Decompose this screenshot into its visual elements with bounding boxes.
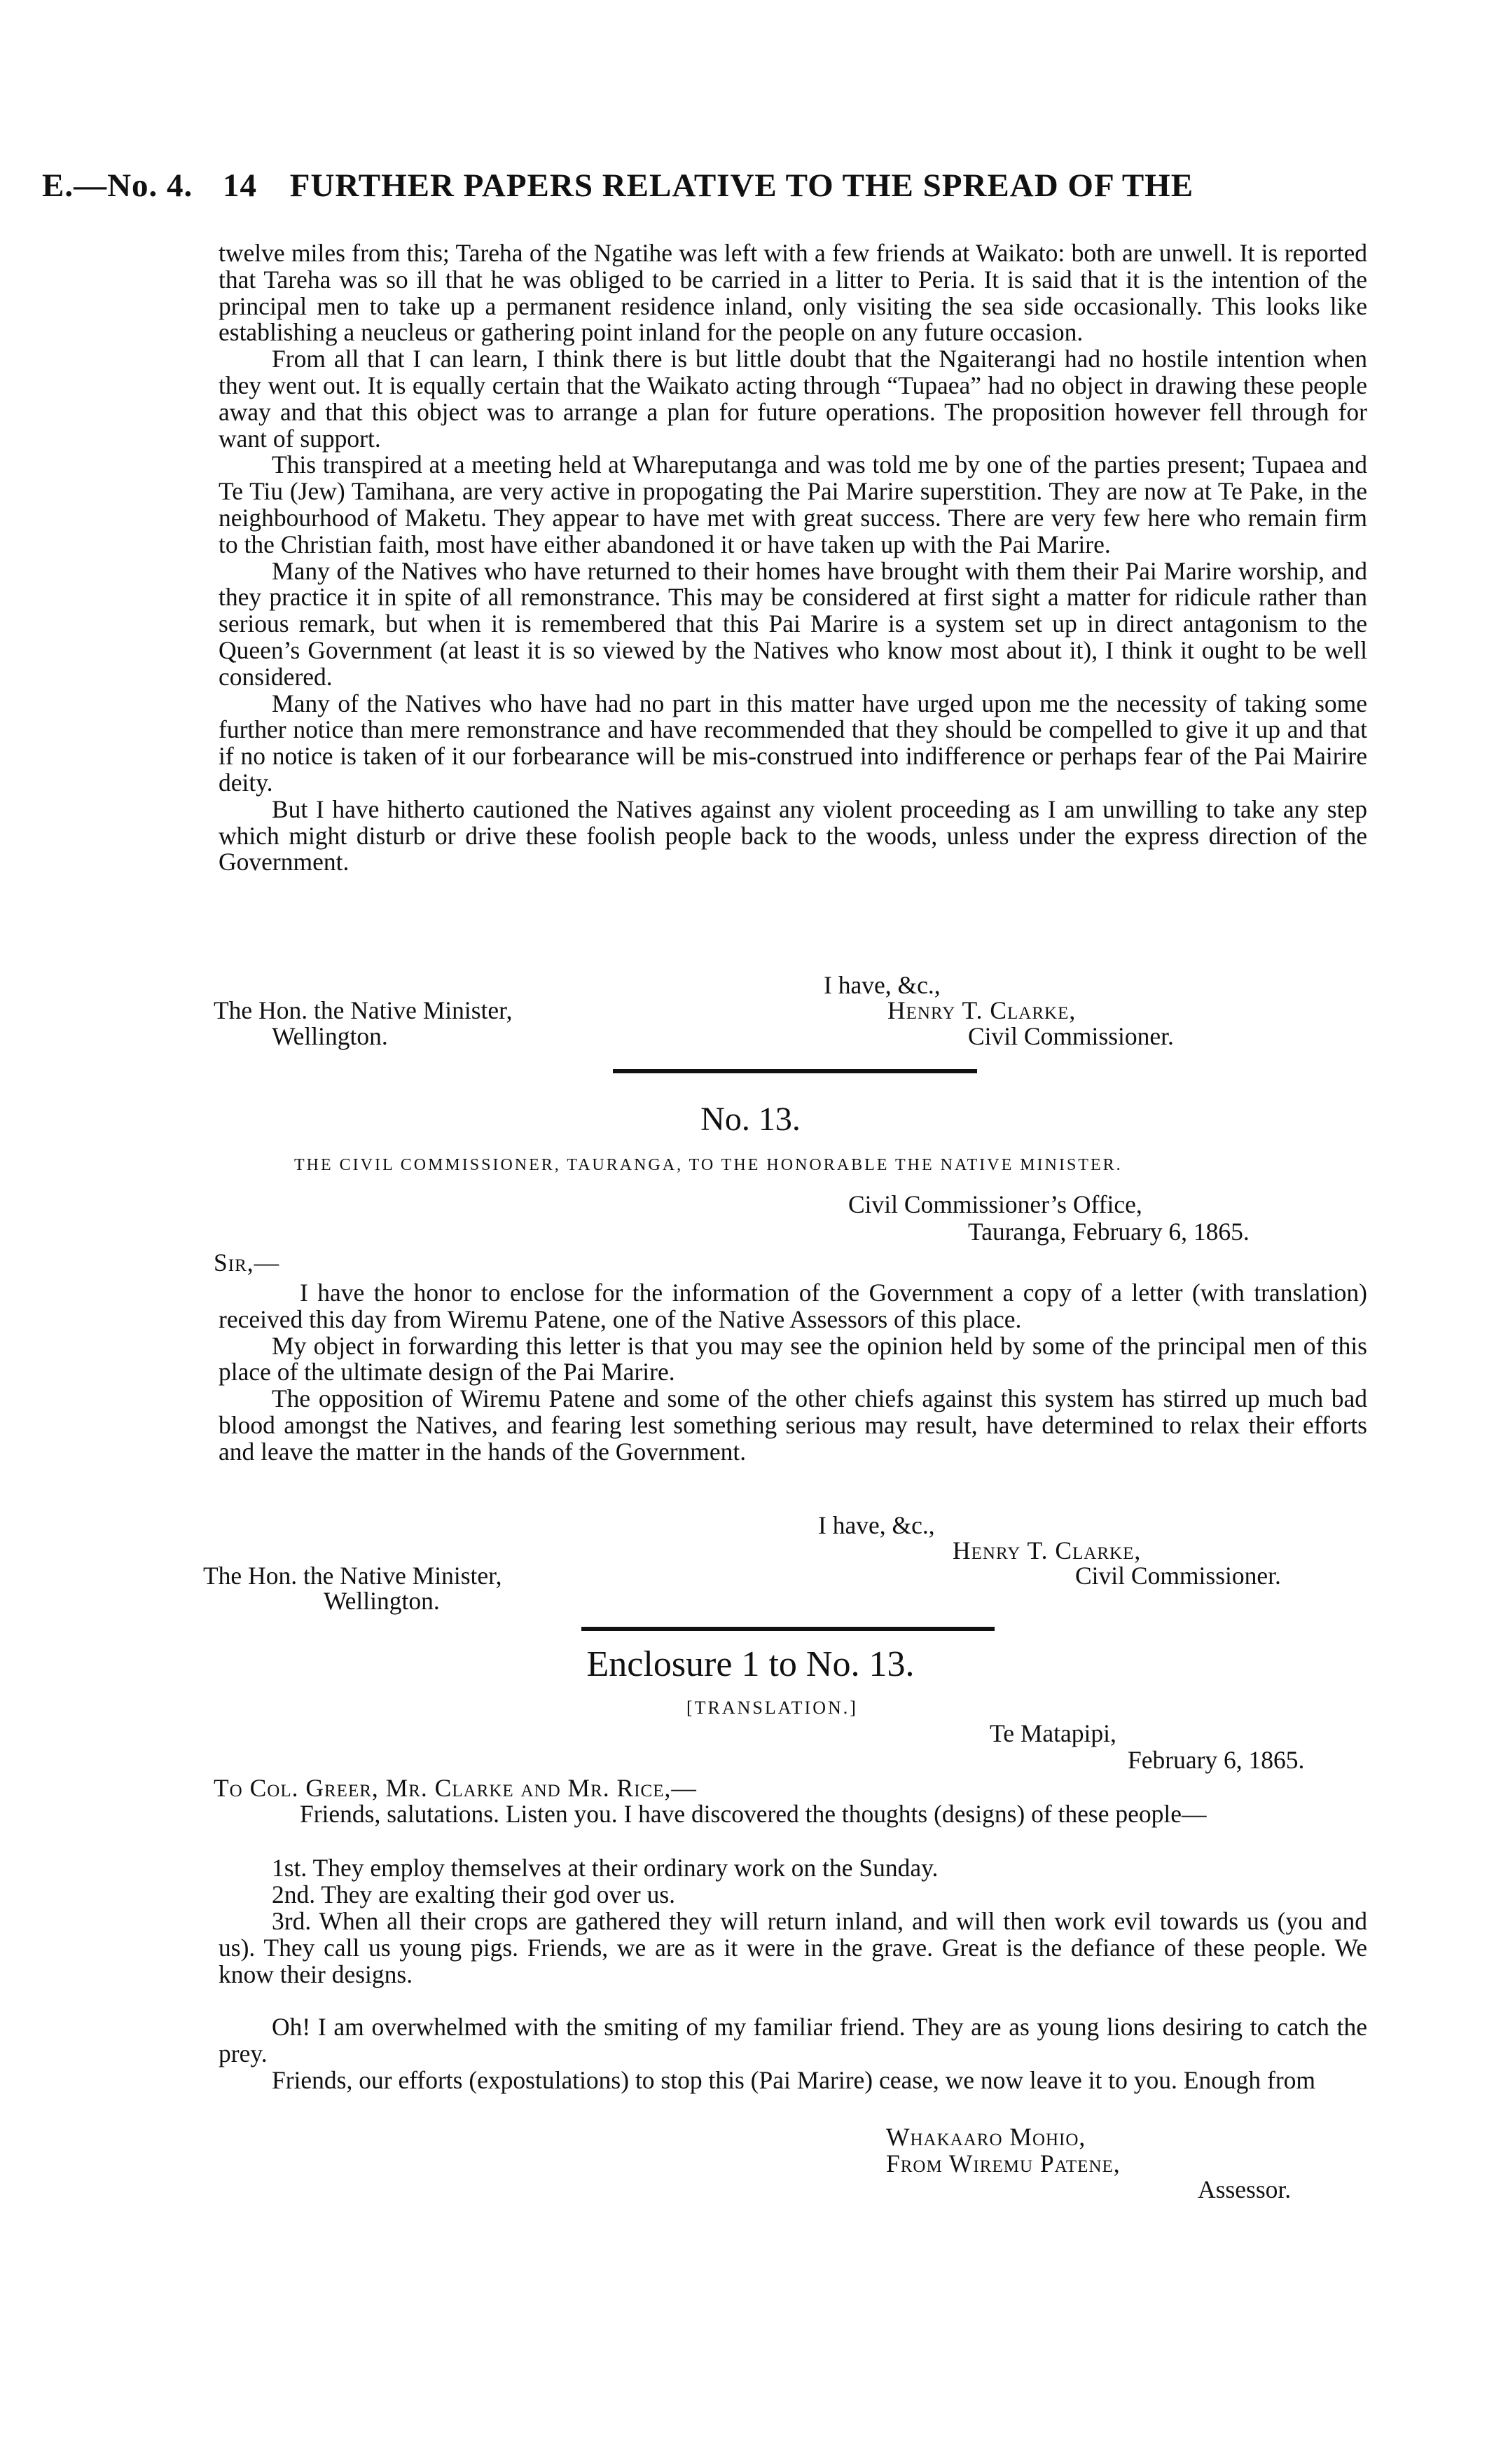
paragraph: Friends, salutations. Listen you. I have discovered the thoughts (designs) of these people— xyxy=(300,1800,1207,1828)
addressee: The Hon. the Native Minister, xyxy=(203,1562,502,1590)
enclosure-list xyxy=(219,1854,1367,1988)
closing: I have, &c., xyxy=(824,971,941,999)
header-title: FURTHER PAPERS RELATIVE TO THE SPREAD OF THE xyxy=(289,167,1194,204)
translation-label: [TRANSLATION.] xyxy=(686,1698,858,1718)
paragraph: The opposition of Wiremu Patene and some of the other chiefs against this system has stirred up much bad blood amongst the Natives, and fearing lest something serious may result, have determined to relax their efforts and leave the matter in the hands of the Government. xyxy=(219,1384,1367,1466)
letter-place: Te Matapipi, xyxy=(990,1719,1116,1747)
letter12-body xyxy=(219,240,1367,876)
paragraph: Many of the Natives who have returned to their homes have brought with them their Pai Marire worship, and they practice it in spite of all remonstrance. This may be considered at first sight a matter for ridicule rather than serious remark, but when it is remembered that this Pai Marire is a system set up in direct antagonism to the Queen’s Government (at least it is so viewed by the Natives who know most about it), I think it ought to be well considered. xyxy=(219,556,1367,691)
recipients: To Col. Greer, Mr. Clarke and Mr. Rice,— xyxy=(214,1774,697,1802)
signature: From Wiremu Patene, xyxy=(886,2149,1121,2177)
section-subheading: THE CIVIL COMMISSIONER, TAURANGA, TO THE HONORABLE THE NATIVE MINISTER. xyxy=(294,1156,1123,1174)
closing: I have, &c., xyxy=(818,1511,935,1539)
enclosure-heading: Enclosure 1 to No. 13. xyxy=(586,1644,915,1684)
series-number: E.—No. 4. xyxy=(42,167,193,204)
addressee-place: Wellington. xyxy=(272,1022,388,1050)
paragraph: twelve miles from this; Tareha of the Ngatihe was left with a few friends at Waikato: both are unwell. It is reported that Tareha was so ill that he was obliged to be carried in a litter to Peria. It is said that it is the intention of the principal men to take up a permanent residence inland, only visiting the sea side occasionally. This looks like establishing a neucleus or gathering point inland for the people on any future occasion. xyxy=(219,239,1367,347)
office-line: Civil Commissioner’s Office, xyxy=(848,1190,1142,1218)
signature: Whakaaro Mohio, xyxy=(886,2123,1086,2151)
place-date: Tauranga, February 6, 1865. xyxy=(968,1218,1250,1246)
signature-title: Assessor. xyxy=(1198,2175,1292,2203)
paragraph: My object in forwarding this letter is that you may see the opinion held by some of the principal men of this place of the ultimate design of the Pai Marire. xyxy=(219,1331,1367,1386)
running-header xyxy=(42,167,1373,205)
section-divider xyxy=(613,1069,977,1073)
paragraph: This transpired at a meeting held at Whareputanga and was told me by one of the parties present; Tupaea and Te Tiu (Jew) Tamihana, are very active in propogating the Pai Marire superstition. They are now at Te Pake, in the neighbourhood of Maketu. They appear to have met with great success. There are very few here who remain firm to the Christian faith, most have either abandoned it or have taken up with the Pai Marire. xyxy=(219,450,1367,558)
paragraph: Many of the Natives who have had no part in this matter have urged upon me the necessity of taking some further notice than mere remonstrance and have recommended that they should be compelled to give it up and that if no notice is taken of it our forbearance will be mis-construed into indifference or perhaps fear of the Pai Mairire deity. xyxy=(219,689,1367,797)
enclosure-body xyxy=(219,2014,1367,2093)
salutation: Sir,— xyxy=(214,1248,280,1276)
letter-date: February 6, 1865. xyxy=(1128,1746,1305,1774)
addressee: The Hon. the Native Minister, xyxy=(214,996,513,1024)
enclosure-greeting xyxy=(219,1801,1367,1828)
signature-title: Civil Commissioner. xyxy=(1075,1562,1281,1590)
paragraph: Friends, our efforts (expostulations) to stop this (Pai Marire) cease, we now leave it to you. Enough from xyxy=(272,2065,1316,2094)
paragraph: But I have hitherto cautioned the Natives against any violent proceeding as I am unwilling to take any step which might disturb or drive these foolish people back to the woods, unless under the express direction of the Government. xyxy=(219,794,1367,876)
paragraph: From all that I can learn, I think there is but little doubt that the Ngaiterangi had no hostile intention when they went out. It is equally certain that the Waikato acting through “Tupaea” had no object in drawing these people away and that this object was to arrange a plan for future operations. The proposition however fell through for want of support. xyxy=(219,345,1367,453)
paragraph: I have the honor to enclose for the information of the Government a copy of a letter (with translation) received this day from Wiremu Patene, one of the Native Assessors of this place. xyxy=(219,1279,1367,1333)
list-item: 2nd. They are exalting their god over us. xyxy=(272,1880,676,1908)
list-item: 1st. They employ themselves at their ordinary work on the Sunday. xyxy=(272,1854,939,1882)
signature: Henry T. Clarke, xyxy=(953,1536,1142,1564)
section-heading: No. 13. xyxy=(700,1101,801,1138)
signature-title: Civil Commissioner. xyxy=(968,1022,1174,1050)
addressee-place: Wellington. xyxy=(324,1587,440,1615)
section-divider xyxy=(581,1627,995,1631)
list-item: 3rd. When all their crops are gathered they will return inland, and will then work evil towards us (you and us). They call us young pigs. Friends, we are as it were in the grave. Great is the defiance of these people. We know their designs. xyxy=(219,1907,1367,1988)
letter13-body xyxy=(219,1280,1367,1466)
signature: Henry T. Clarke, xyxy=(887,996,1077,1024)
page-number: 14 xyxy=(223,167,258,204)
paragraph: Oh! I am overwhelmed with the smiting of my familiar friend. They are as young lions desiring to catch the prey. xyxy=(219,2013,1367,2067)
